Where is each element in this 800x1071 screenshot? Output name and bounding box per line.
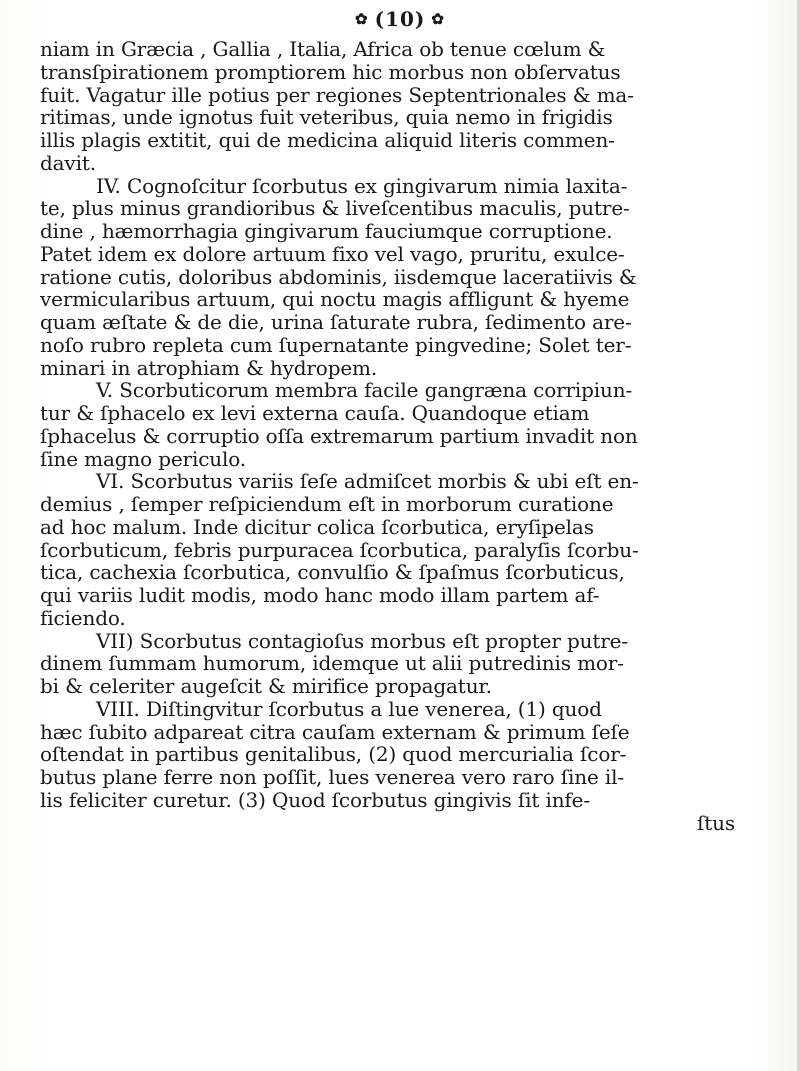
text-line: davit. (40, 150, 96, 175)
text-line: oſtendat in partibus genitalibus, (2) quod mercurialia ſcor- (40, 742, 627, 767)
page-header (0, 6, 800, 32)
section-v-start: V. Scorbuticorum membra facile gangræna corripiun- (96, 378, 633, 403)
text-line: fuit. Vagatur ille potius per regiones Septentrionales & ma- (40, 82, 634, 107)
catchword: ſtus (697, 810, 735, 835)
text-line: ficiendo. (40, 605, 126, 630)
text-line: niam in Græcia , Gallia , Italia, Africa ob tenue cœlum & (40, 37, 606, 61)
text-line: tica, cachexia ſcorbutica, convulſio & ſpaſmus ſcorbuticus, (40, 560, 625, 585)
text-line: vermicularibus artuum, qui noctu magis affligunt & hyeme (40, 287, 630, 312)
text-line: ratione cutis, doloribus abdominis, iisdemque laceratiivis & (40, 264, 637, 289)
text-line: qui variis ludit modis, modo hanc modo illam partem af- (40, 583, 600, 607)
text-line: illis plagis extitit, qui de medicina aliquid literis commen- (40, 128, 615, 152)
text-line: noſo rubro repleta cum ſupernatante pingvedine; Solet ter- (40, 332, 632, 357)
text-line: ritimas, unde ignotus fuit veteribus, quia nemo in frigidis (40, 105, 613, 130)
text-line: dine , hæmorrhagia gingivarum fauciumque corruptione. (40, 219, 613, 243)
text-line: lis feliciter curetur. (3) Quod ſcorbutus gingivis ſit infe- (40, 787, 590, 812)
text-line: bi & celeriter augeſcit & mirifice propagatur. (40, 674, 492, 698)
text-line: ſphacelus & corruptio oſſa extremarum partium invadit non (40, 423, 638, 448)
section-iv-start: IV. Cognoſcitur ſcorbutus ex gingivarum nimia laxita- (96, 173, 628, 198)
text-line: ſcorbuticum, febris purpuracea ſcorbutica, paralyſis ſcorbu- (40, 537, 639, 562)
text-line: ſine magno periculo. (40, 446, 246, 471)
text-line: ad hoc malum. Inde dicitur colica ſcorbutica, eryſipelas (40, 514, 594, 539)
printer-ornament-left-icon: ✿ (355, 10, 369, 28)
page-number: (10) (374, 7, 426, 31)
printer-ornament-right-icon: ✿ (431, 10, 445, 28)
section-vii-start: VII) Scorbutus contagioſus morbus eſt propter putre- (96, 628, 628, 653)
section-vi-start: VI. Scorbutus variis ſeſe admiſcet morbis & ubi eſt en- (96, 469, 639, 494)
text-line: te, plus minus grandioribus & liveſcentibus maculis, putre- (40, 196, 630, 221)
section-viii-start: VIII. Diſtingvitur ſcorbutus a lue venerea, (1) quod (96, 696, 602, 721)
text-line: Patet idem ex dolore artuum fixo vel vago, pruritu, exulce- (40, 241, 625, 266)
body-text (40, 38, 765, 834)
text-line: butus plane ferre non poſſit, lues venerea vero raro ſine il- (40, 765, 625, 789)
text-line: hæc ſubito adpareat citra cauſam externam & primum ſeſe (40, 719, 630, 744)
text-line: minari in atrophiam & hydropem. (40, 355, 378, 380)
text-line: tur & ſphacelo ex levi externa cauſa. Quandoque etiam (40, 401, 590, 425)
text-line: demius , ſemper reſpiciendum eſt in morborum curatione (40, 492, 614, 516)
text-line: transſpirationem promptiorem hic morbus non obſervatus (40, 59, 621, 84)
text-line: dinem ſummam humorum, idemque ut alii putredinis mor- (40, 651, 624, 676)
text-line: quam æſtate & de die, urina ſaturate rubra, ſedimento are- (40, 310, 632, 334)
